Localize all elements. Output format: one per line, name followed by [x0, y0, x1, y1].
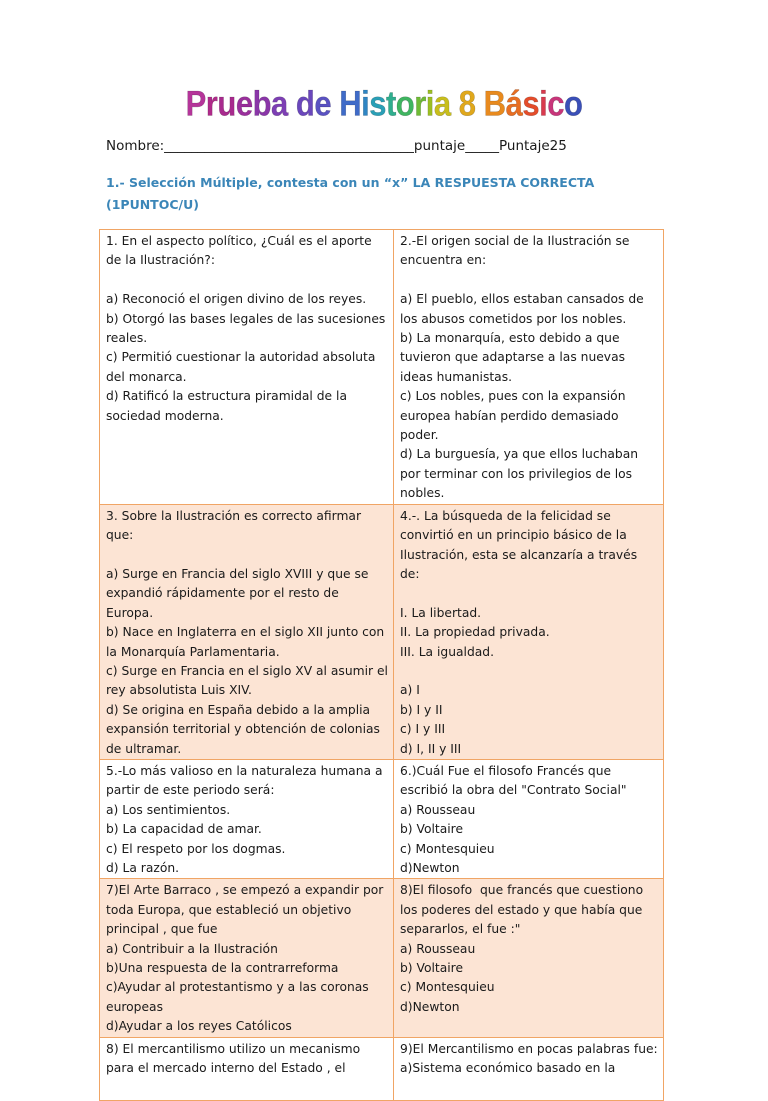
title-letter: t: [385, 83, 396, 124]
title-letter: e: [235, 83, 253, 124]
title-letter: [288, 83, 296, 123]
section-heading: 1.- Selección Múltiple, contesta con un “x” LA RESPUESTA CORRECTA (1PUNTOC/U): [106, 175, 595, 212]
title-letter: b: [252, 83, 271, 124]
title-letter: [331, 83, 339, 123]
question-row: [100, 759, 664, 878]
question-6: 6.)Cuál Fue el filosofo Francés que escribió la obra del "Contrato Social" a) Rousseau b) Voltaire c) Montesquieu d)Newton: [394, 759, 664, 878]
question-8a: 8)El filosofo que francés que cuestiono los poderes del estado y que había que separarlos, el fue :" a) Rousseau b) Voltaire c) Montesquieu d)Newton: [394, 879, 664, 1037]
title-letter: [451, 83, 459, 123]
question-9: 9)El Mercantilismo en pocas palabras fue: a)Sistema económico basado en la: [394, 1037, 664, 1100]
title-letter: a: [271, 83, 288, 124]
title-letter: i: [361, 83, 370, 124]
title-letter: o: [563, 83, 583, 124]
title-letter: r: [414, 83, 426, 124]
questions-table: [99, 229, 664, 1101]
title-letter: c: [547, 83, 564, 124]
question-row: [100, 1037, 664, 1100]
question-4: 4.-. La búsqueda de la felicidad se convirtió en un principio básico de la Ilustración, esta se alcanzaría a través de: I. La libertad. II. La propiedad privada. III. La igualdad. a) I b) I y II c) I y III d) I, II y III: [394, 504, 664, 759]
title-letter: 8: [458, 83, 476, 124]
title-letter: s: [522, 83, 540, 124]
title-letter: i: [539, 83, 548, 124]
name-score-line: Nombre:_____________________________________puntaje_____Puntaje25: [106, 138, 567, 154]
question-3: 3. Sobre la Ilustración es correcto afirmar que: a) Surge en Francia del siglo XVIII y que se expandió rápidamente por el resto de Europa. b) Nace en Inglaterra en el siglo XII junto con la Monarquía Parlamentaria. c) Surge en Francia en el siglo XV al asumir el rey absolutista Luis XIV. d) Se origina en España debido a la amplia expansión territorial y obtención de colonias de ultramar.: [100, 504, 394, 759]
title-letter: a: [433, 83, 451, 124]
title-letter: e: [314, 83, 332, 124]
title-letter: d: [295, 83, 315, 124]
question-7: 7)El Arte Barraco , se empezó a expandir por toda Europa, que estableció un objetivo principal , que fue a) Contribuir a la Ilustración b)Una respuesta de la contrarreforma c)Ayudar al protestantismo y a las coronas europeas d)Ayudar a los reyes Católicos: [100, 879, 394, 1037]
title-letter: P: [185, 83, 206, 124]
title-letter: B: [483, 83, 506, 124]
question-row: [100, 879, 664, 1037]
question-5: 5.-Lo más valioso en la naturaleza humana a partir de este periodo será: a) Los sentimientos. b) La capacidad de amar. c) El respeto por los dogmas. d) La razón.: [100, 759, 394, 878]
title-letter: á: [505, 83, 523, 124]
page-title: [0, 83, 768, 124]
question-8b: 8) El mercantilismo utilizo un mecanismo para el mercado interno del Estado , el: [100, 1037, 394, 1100]
title-letter: o: [395, 83, 415, 124]
question-row: [100, 230, 664, 505]
title-letter: [476, 83, 484, 123]
title-letter: i: [425, 83, 434, 124]
question-row: [100, 504, 664, 759]
question-2: 2.-El origen social de la Ilustración se encuentra en: a) El pueblo, ellos estaban cansados de los abusos cometidos por los nobles. b) La monarquía, esto debido a que tuvieron que adaptarse a las nuevas ideas humanistas. c) Los nobles, pues con la expansión europea habían perdido demasiado poder. d) La burguesía, ya que ellos luchaban por terminar con los privilegios de los nobles.: [394, 230, 664, 505]
title-letter: s: [369, 83, 386, 124]
title-letter: u: [217, 83, 236, 124]
question-1: 1. En el aspecto político, ¿Cuál es el aporte de la Ilustración?: a) Reconoció el origen divino de los reyes. b) Otorgó las bases legales de las sucesiones reales. c) Permitió cuestionar la autoridad absoluta del monarca. d) Ratificó la estructura piramidal de la sociedad moderna.: [100, 230, 394, 505]
title-letter: H: [339, 83, 362, 124]
title-letter: r: [205, 83, 218, 124]
